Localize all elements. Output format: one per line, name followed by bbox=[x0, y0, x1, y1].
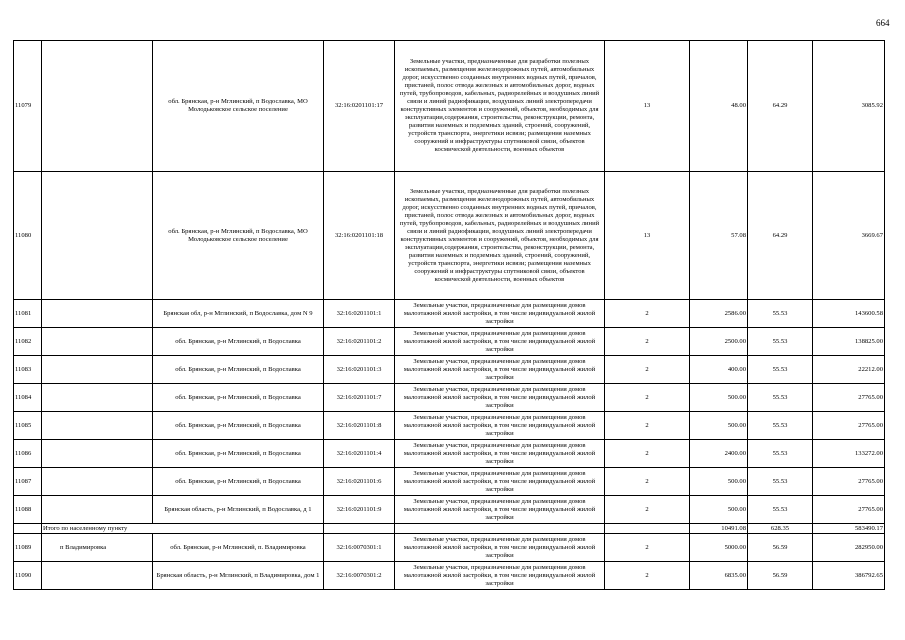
cadastral-number-cell bbox=[324, 524, 395, 534]
row-number-cell: 11083 bbox=[14, 356, 42, 384]
address-cell: обл. Брянская, р-н Мглинский, п Водославка bbox=[153, 384, 324, 412]
cadastral-number-cell: 32:16:0201101:18 bbox=[324, 172, 395, 300]
area-cell: 2500.00 bbox=[690, 328, 748, 356]
group-cell: 2 bbox=[605, 468, 690, 496]
row-number-cell: 11085 bbox=[14, 412, 42, 440]
area-cell: 500.00 bbox=[690, 468, 748, 496]
area-cell: 400.00 bbox=[690, 356, 748, 384]
cadastral-number-cell: 32:16:0201101:2 bbox=[324, 328, 395, 356]
rate-cell: 55.53 bbox=[748, 328, 813, 356]
area-cell: 10491.08 bbox=[690, 524, 748, 534]
rate-cell: 55.53 bbox=[748, 356, 813, 384]
row-number-cell: 11081 bbox=[14, 300, 42, 328]
cadastral-value-cell: 282950.00 bbox=[813, 534, 885, 562]
cadastral-number-cell: 32:16:0201101:9 bbox=[324, 496, 395, 524]
rate-cell: 55.53 bbox=[748, 300, 813, 328]
settlement-cell bbox=[42, 440, 153, 468]
address-cell: обл. Брянская, р-н Мглинский, п Водославка bbox=[153, 328, 324, 356]
cadastral-value-cell: 3085.92 bbox=[813, 41, 885, 172]
cadastral-value-cell: 138825.00 bbox=[813, 328, 885, 356]
land-register-table bbox=[13, 40, 885, 590]
page-number: 664 bbox=[876, 18, 890, 28]
table-row bbox=[14, 172, 885, 300]
land-purpose-cell: Земельные участки, предназначенные для размещения домов малоэтажной жилой застройки, в том числе индивидуальной жилой застройки bbox=[395, 496, 605, 524]
row-number-cell: 11090 bbox=[14, 562, 42, 590]
rate-cell: 55.53 bbox=[748, 384, 813, 412]
row-number-cell: 11082 bbox=[14, 328, 42, 356]
table-row bbox=[14, 356, 885, 384]
table-row bbox=[14, 562, 885, 590]
group-cell: 2 bbox=[605, 534, 690, 562]
cadastral-value-cell: 143600.58 bbox=[813, 300, 885, 328]
area-cell: 57.08 bbox=[690, 172, 748, 300]
cadastral-number-cell: 32:16:0201101:17 bbox=[324, 41, 395, 172]
address-cell: обл. Брянская, р-н Мглинский, п. Владимировка bbox=[153, 534, 324, 562]
subtotal-label: Итого по населенному пункту bbox=[42, 524, 324, 534]
land-purpose-cell: Земельные участки, предназначенные для размещения домов малоэтажной жилой застройки, в том числе индивидуальной жилой застройки bbox=[395, 300, 605, 328]
row-number-cell: 11087 bbox=[14, 468, 42, 496]
land-purpose-cell: Земельные участки, предназначенные для размещения домов малоэтажной жилой застройки, в том числе индивидуальной жилой застройки bbox=[395, 468, 605, 496]
table-row bbox=[14, 440, 885, 468]
group-cell: 2 bbox=[605, 440, 690, 468]
group-cell: 13 bbox=[605, 41, 690, 172]
address-cell: Брянская область, р-н Мглинский, п Водославка, д 1 bbox=[153, 496, 324, 524]
table-row bbox=[14, 534, 885, 562]
table-row bbox=[14, 41, 885, 172]
land-purpose-cell: Земельные участки, предназначенные для размещения домов малоэтажной жилой застройки, в том числе индивидуальной жилой застройки bbox=[395, 356, 605, 384]
settlement-cell bbox=[42, 328, 153, 356]
address-cell: обл. Брянская, р-н Мглинский, п Водославка, МО Молодьковское сельское поселение bbox=[153, 41, 324, 172]
group-cell: 13 bbox=[605, 172, 690, 300]
group-cell bbox=[605, 524, 690, 534]
cadastral-value-cell: 27765.00 bbox=[813, 496, 885, 524]
rate-cell: 55.53 bbox=[748, 468, 813, 496]
land-purpose-cell: Земельные участки, предназначенные для размещения домов малоэтажной жилой застройки, в том числе индивидуальной жилой застройки bbox=[395, 412, 605, 440]
cadastral-number-cell: 32:16:0070301:2 bbox=[324, 562, 395, 590]
cadastral-number-cell: 32:16:0070301:1 bbox=[324, 534, 395, 562]
address-cell: Брянская обл, р-н Мглинский, п Водославка, дом N 9 bbox=[153, 300, 324, 328]
area-cell: 48.00 bbox=[690, 41, 748, 172]
subtotal-row bbox=[14, 524, 885, 534]
rate-cell: 56.59 bbox=[748, 562, 813, 590]
settlement-cell: п Владимировка bbox=[42, 534, 153, 562]
table-row bbox=[14, 328, 885, 356]
land-purpose-cell bbox=[395, 524, 605, 534]
land-purpose-cell: Земельные участки, предназначенные для размещения домов малоэтажной жилой застройки, в том числе индивидуальной жилой застройки bbox=[395, 384, 605, 412]
cadastral-value-cell: 133272.00 bbox=[813, 440, 885, 468]
settlement-cell bbox=[42, 562, 153, 590]
group-cell: 2 bbox=[605, 412, 690, 440]
row-number-cell: 11084 bbox=[14, 384, 42, 412]
area-cell: 500.00 bbox=[690, 412, 748, 440]
table-row bbox=[14, 496, 885, 524]
cadastral-number-cell: 32:16:0201101:7 bbox=[324, 384, 395, 412]
settlement-cell bbox=[42, 468, 153, 496]
rate-cell: 55.53 bbox=[748, 412, 813, 440]
address-cell: обл. Брянская, р-н Мглинский, п Водославка bbox=[153, 468, 324, 496]
settlement-cell bbox=[42, 496, 153, 524]
settlement-cell bbox=[42, 172, 153, 300]
cadastral-number-cell: 32:16:0201101:8 bbox=[324, 412, 395, 440]
group-cell: 2 bbox=[605, 562, 690, 590]
cadastral-value-cell: 27765.00 bbox=[813, 412, 885, 440]
table-row bbox=[14, 412, 885, 440]
cadastral-value-cell: 27765.00 bbox=[813, 468, 885, 496]
rate-cell: 55.53 bbox=[748, 496, 813, 524]
land-purpose-cell: Земельные участки, предназначенные для разработки полезных ископаемых, размещения железнодорожных путей, автомобильных дорог, искусственно созданных внутренних водных путей, причалов, пристаней, полос отвода железных и автомобильных дорог, водных путей, трубопроводов, кабельных, радиорелейных и воздушных линий связи и линий радиофикации, воздушных линий электропередачи конструктивных элементов и сооружений, объектов, необходимых для эксплуатации,содержания, строительства, реконструкции, ремонта, развития наземных и подземных зданий, строений, сооружений, устройств транспорта, энергетики исвязи; размещения наземных сооружений и инфраструктуры спутниковой связи, объектов космической деятельности, военных объектов bbox=[395, 41, 605, 172]
address-cell: обл. Брянская, р-н Мглинский, п Водославка bbox=[153, 356, 324, 384]
area-cell: 2586.00 bbox=[690, 300, 748, 328]
address-cell: обл. Брянская, р-н Мглинский, п Водославка, МО Молодьковское сельское поселение bbox=[153, 172, 324, 300]
area-cell: 500.00 bbox=[690, 384, 748, 412]
address-cell: обл. Брянская, р-н Мглинский, п Водославка bbox=[153, 440, 324, 468]
rate-cell: 628.35 bbox=[748, 524, 813, 534]
area-cell: 500.00 bbox=[690, 496, 748, 524]
land-purpose-cell: Земельные участки, предназначенные для размещения домов малоэтажной жилой застройки, в том числе индивидуальной жилой застройки bbox=[395, 440, 605, 468]
land-purpose-cell: Земельные участки, предназначенные для размещения домов малоэтажной жилой застройки, в том числе индивидуальной жилой застройки bbox=[395, 534, 605, 562]
row-number-cell: 11088 bbox=[14, 496, 42, 524]
settlement-cell bbox=[42, 300, 153, 328]
settlement-cell bbox=[42, 384, 153, 412]
row-number-cell: 11086 bbox=[14, 440, 42, 468]
cadastral-value-cell: 27765.00 bbox=[813, 384, 885, 412]
rate-cell: 64.29 bbox=[748, 41, 813, 172]
land-purpose-cell: Земельные участки, предназначенные для размещения домов малоэтажной жилой застройки, в том числе индивидуальной жилой застройки bbox=[395, 562, 605, 590]
group-cell: 2 bbox=[605, 356, 690, 384]
land-purpose-cell: Земельные участки, предназначенные для разработки полезных ископаемых, размещения железнодорожных путей, автомобильных дорог, искусственно созданных внутренних водных путей, причалов, пристаней, полос отвода железных и автомобильных дорог, водных путей, трубопроводов, кабельных, радиорелейных и воздушных линий связи и линий радиофикации, воздушных линий электропередачи конструктивных элементов и сооружений, объектов, необходимых для эксплуатации,содержания, строительства, реконструкции, ремонта, развития наземных и подземных зданий, строений, сооружений, устройств транспорта, энергетики исвязи; размещения наземных сооружений и инфраструктуры спутниковой связи, объектов космической деятельности, военных объектов bbox=[395, 172, 605, 300]
table-row bbox=[14, 468, 885, 496]
cadastral-number-cell: 32:16:0201101:4 bbox=[324, 440, 395, 468]
settlement-cell bbox=[42, 412, 153, 440]
row-number-cell: 11079 bbox=[14, 41, 42, 172]
group-cell: 2 bbox=[605, 328, 690, 356]
rate-cell: 55.53 bbox=[748, 440, 813, 468]
cadastral-value-cell: 3669.67 bbox=[813, 172, 885, 300]
row-number-cell: 11080 bbox=[14, 172, 42, 300]
row-number-cell bbox=[14, 524, 42, 534]
cadastral-number-cell: 32:16:0201101:3 bbox=[324, 356, 395, 384]
row-number-cell: 11089 bbox=[14, 534, 42, 562]
address-cell: обл. Брянская, р-н Мглинский, п Водославка bbox=[153, 412, 324, 440]
area-cell: 6835.00 bbox=[690, 562, 748, 590]
cadastral-number-cell: 32:16:0201101:6 bbox=[324, 468, 395, 496]
settlement-cell bbox=[42, 41, 153, 172]
area-cell: 5000.00 bbox=[690, 534, 748, 562]
table-row bbox=[14, 300, 885, 328]
rate-cell: 56.59 bbox=[748, 534, 813, 562]
group-cell: 2 bbox=[605, 384, 690, 412]
settlement-cell bbox=[42, 356, 153, 384]
area-cell: 2400.00 bbox=[690, 440, 748, 468]
group-cell: 2 bbox=[605, 300, 690, 328]
group-cell: 2 bbox=[605, 496, 690, 524]
address-cell: Брянская область, р-н Мглинский, п Владимировка, дом 1 bbox=[153, 562, 324, 590]
cadastral-value-cell: 583490.17 bbox=[813, 524, 885, 534]
table-row bbox=[14, 384, 885, 412]
cadastral-value-cell: 22212.00 bbox=[813, 356, 885, 384]
land-purpose-cell: Земельные участки, предназначенные для размещения домов малоэтажной жилой застройки, в том числе индивидуальной жилой застройки bbox=[395, 328, 605, 356]
cadastral-value-cell: 386792.65 bbox=[813, 562, 885, 590]
cadastral-number-cell: 32:16:0201101:1 bbox=[324, 300, 395, 328]
rate-cell: 64.29 bbox=[748, 172, 813, 300]
